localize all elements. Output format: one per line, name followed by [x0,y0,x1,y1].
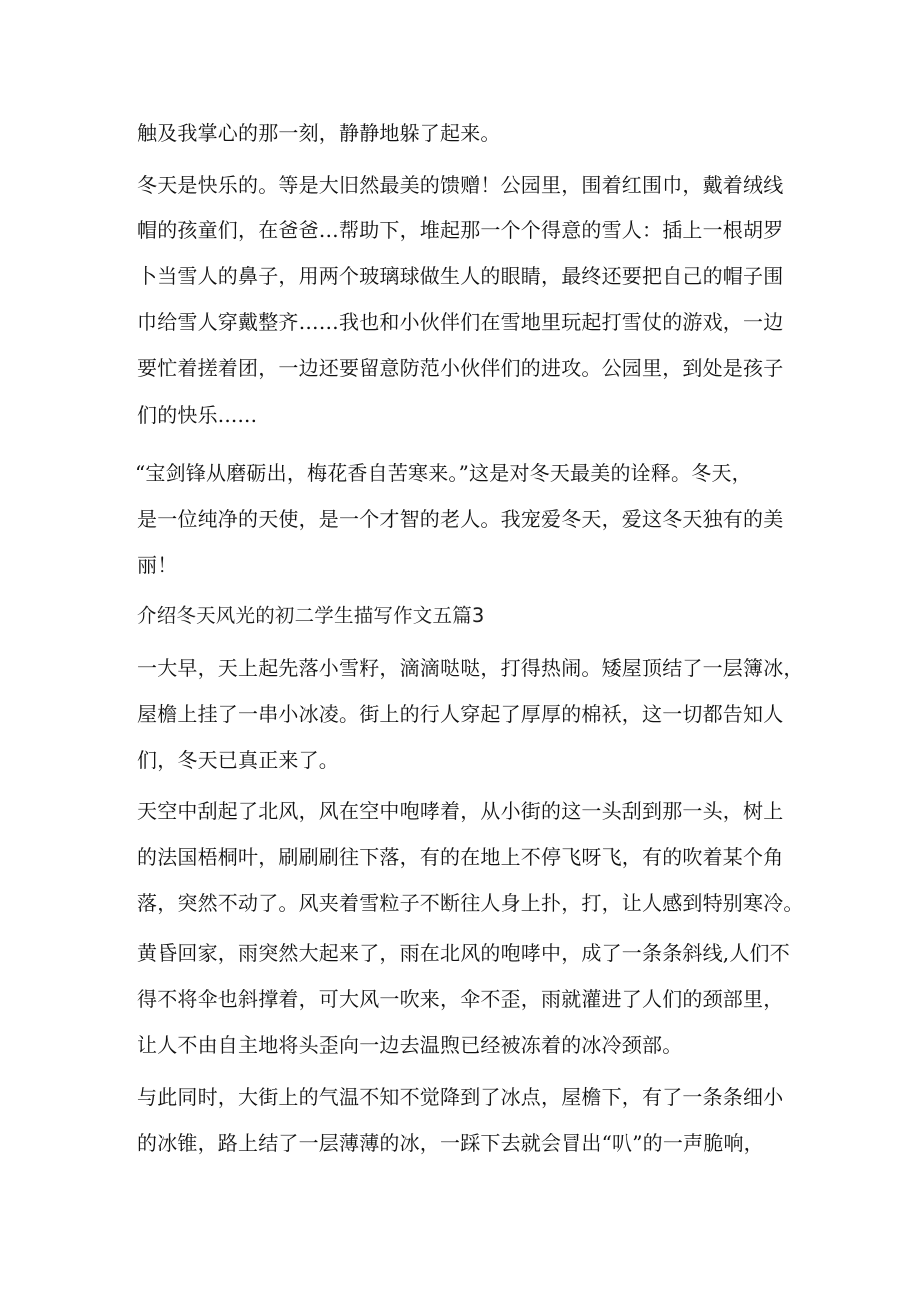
text-line: 的冰锥，路上结了一层薄薄的冰，一踩下去就会冒出“叭”的一声脆响， [137,1131,764,1155]
text-line: 屋檐上挂了一串小冰凌。街上的行人穿起了厚厚的棉袄，这一切都告知人 [137,702,784,726]
text-line: 们的快乐...... [137,403,258,427]
text-line: 得不将伞也斜撑着，可大风一吹来，伞不歪，雨就灌进了人们的颈部里， [137,987,784,1011]
text-line: 的法国梧桐叶，刷刷刷往下落，有的在地上不停飞呀飞，有的吹着某个角 [137,845,784,869]
text-line: “宝剑锋从磨砺出，梅花香自苦寒来。”这是对冬天最美的诠释。冬天， [135,461,752,485]
text-line: 卜当雪人的鼻子，用两个玻璃球做生人的眼睛，最终还要把自己的帽子围 [137,264,784,288]
text-line: 是一位纯净的天使，是一个才智的老人。我宠爱冬天，爱这冬天独有的美 [137,507,784,531]
text-line: 一大早，天上起先落小雪籽，滴滴哒哒，打得热闹。矮屋顶结了一层簿冰， [137,656,804,680]
text-line: 巾给雪人穿戴整齐……我也和小伙伴们在雪地里玩起打雪仗的游戏，一边 [137,310,784,334]
text-line: 与此同时，大街上的气温不知不觉降到了冰点，屋檐下，有了一条条细小 [137,1085,784,1109]
text-line: 天空中刮起了北风，风在空中咆哮着，从小街的这一头刮到那一头，树上 [137,799,784,823]
text-line: 帽的孩童们，在爸爸…帮助下，堆起那一个个得意的雪人：插上一根胡罗 [137,218,784,242]
text-line: 触及我掌心的那一刻，静静地躲了起来。 [137,121,501,145]
text-line: 黄昏回家，雨突然大起来了，雨在北风的咆哮中，成了一条条斜线,人们不 [137,941,790,965]
text-line: 让人不由自主地将头歪向一边去温煦已经被冻着的冰冷颈部。 [137,1033,683,1057]
text-line: 丽！ [137,553,178,577]
section-heading: 介绍冬天风光的初二学生描写作文五篇3 [137,604,485,627]
text-line: 落，突然不动了。风夹着雪粒子不断往人身上扑，打，让人感到特别寒冷。 [137,891,804,915]
text-line: 冬天是快乐的。等是大旧然最美的馈赠！公园里，围着红围巾，戴着绒线 [137,173,784,197]
text-line: 们，冬天已真正来了。 [137,748,339,772]
text-line: 要忙着搓着团，一边还要留意防范小伙伴们的进攻。公园里，到处是孩子 [137,356,784,380]
